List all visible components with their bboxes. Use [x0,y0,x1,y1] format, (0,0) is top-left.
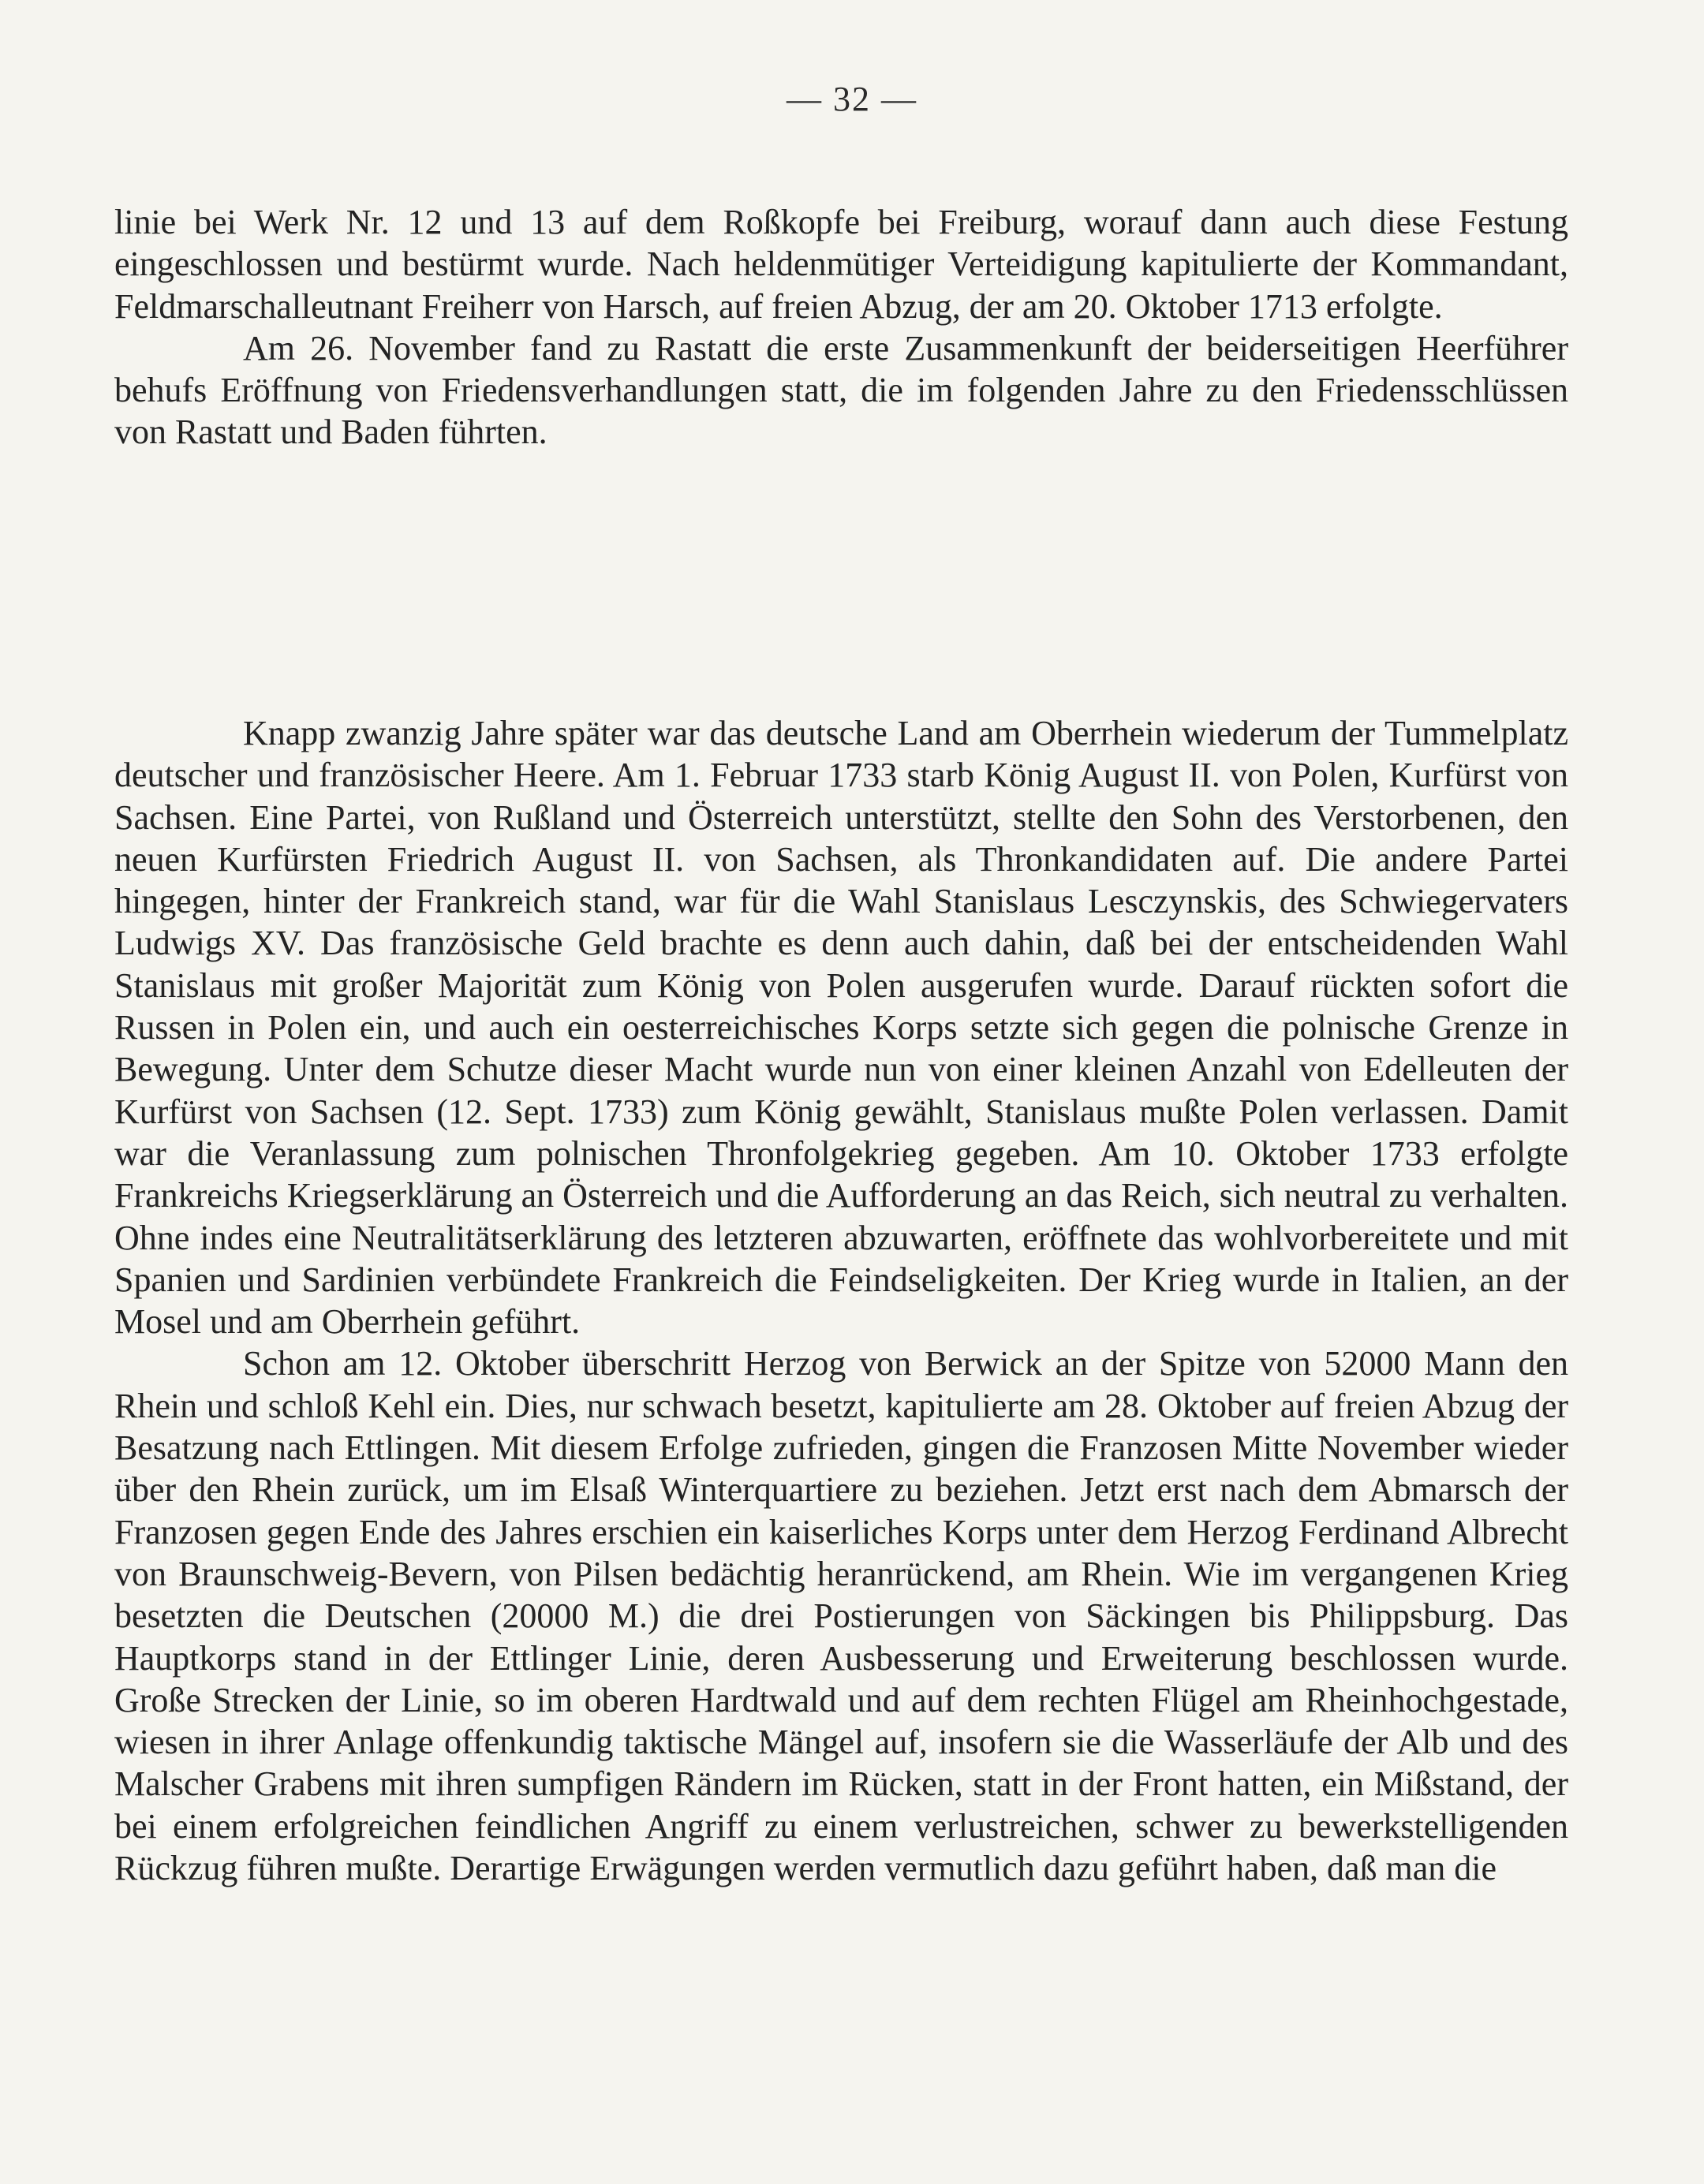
paragraph-rastatt-meeting: Am 26. November fand zu Rastatt die erste Zusammenkunft der beiderseitigen Heerführer behufs Eröffnung von Friedensverhandlungen statt, die im folgenden Jahre zu den Friedensschlüssen von Rastatt und Baden führten. [114,328,1568,452]
paragraph-berwick-kehl: Schon am 12. Oktober überschritt Herzog von Berwick an der Spitze von 52000 Mann den Rhein und schloß Kehl ein. Dies, nur schwach besetzt, kapitulierte am 28. Oktober auf freien Abzug der Besatzung nach Ettlingen. Mit diesem Erfolge zufrieden, gingen die Franzosen Mitte November wieder über den Rhein zurück, um im Elsaß Winterquartiere zu beziehen. Jetzt erst nach dem Abmarsch der Franzosen gegen Ende des Jahres erschien ein kaiserliches Korps unter dem Herzog Ferdinand Albrecht von Braunschweig-Bevern, von Pilsen bedächtig heranrückend, am Rhein. Wie im vergangenen Krieg besetzten die Deutschen (20000 M.) die drei Postierungen von Säckingen bis Philippsburg. Das Hauptkorps stand in der Ettlinger Linie, deren Ausbesserung und Erweiterung beschlossen wurde. Große Strecken der Linie, so im oberen Hardtwald und auf dem rechten Flügel am Rheinhochgestade, wiesen in ihrer Anlage offenkundig taktische Mängel auf, insofern sie die Wasserläufe der Alb und des Malscher Grabens mit ihren sumpfigen Rändern im Rücken, statt in der Front hatten, ein Mißstand, der bei einem erfolgreichen feindlichen Angriff zu einem verlustreichen, schwer zu bewerkstelligenden Rückzug führen mußte. Derartige Erwägungen werden vermutlich dazu geführt haben, daß man die [114,1344,1568,1888]
paragraph-continuation: linie bei Werk Nr. 12 und 13 auf dem Roßkopfe bei Freiburg, worauf dann auch diese Festung eingeschlossen und bestürmt wurde. Nach heldenmütiger Verteidigung kapitulierte der Kommandant, Feldmarschalleutnant Freiherr von Harsch, auf freien Abzug, der am 20. Oktober 1713 erfolgte. [114,203,1568,326]
page-number: — 32 — [787,80,917,118]
text-section-2 [114,712,1568,1889]
paragraph-polish-succession: Knapp zwanzig Jahre später war das deutsche Land am Oberrhein wiederum der Tummelplatz deutscher und französischer Heere. Am 1. Februar 1733 starb König August II. von Polen, Kurfürst von Sachsen. Eine Partei, von Rußland und Österreich unterstützt, stellte den Sohn des Verstorbenen, den neuen Kurfürsten Friedrich August II. von Sachsen, als Thronkandidaten auf. Die andere Partei hingegen, hinter der Frankreich stand, war für die Wahl Stanislaus Lesczynskis, des Schwiegervaters Ludwigs XV. Das französische Geld brachte es denn auch dahin, daß bei der entscheidenden Wahl Stanislaus mit großer Majorität zum König von Polen ausgerufen wurde. Darauf rückten sofort die Russen in Polen ein, und auch ein oesterreichisches Korps setzte sich gegen die polnische Grenze in Bewegung. Unter dem Schutze dieser Macht wurde nun von einer kleinen Anzahl von Edelleuten der Kurfürst von Sachsen (12. Sept. 1733) zum König gewählt, Stanislaus mußte Polen verlassen. Damit war die Veranlassung zum polnischen Thronfolgekrieg gegeben. Am 10. Oktober 1733 erfolgte Frankreichs Kriegserklärung an Österreich und die Aufforderung an das Reich, sich neutral zu verhalten. Ohne indes eine Neutralitätserklärung des letzteren abzuwarten, eröffnete das wohlvorbereitete und mit Spanien und Sardinien verbündete Frankreich die Feindseligkeiten. Der Krieg wurde in Italien, an der Mosel und am Oberrhein geführt. [114,714,1568,1342]
text-section-1 [114,201,1568,454]
